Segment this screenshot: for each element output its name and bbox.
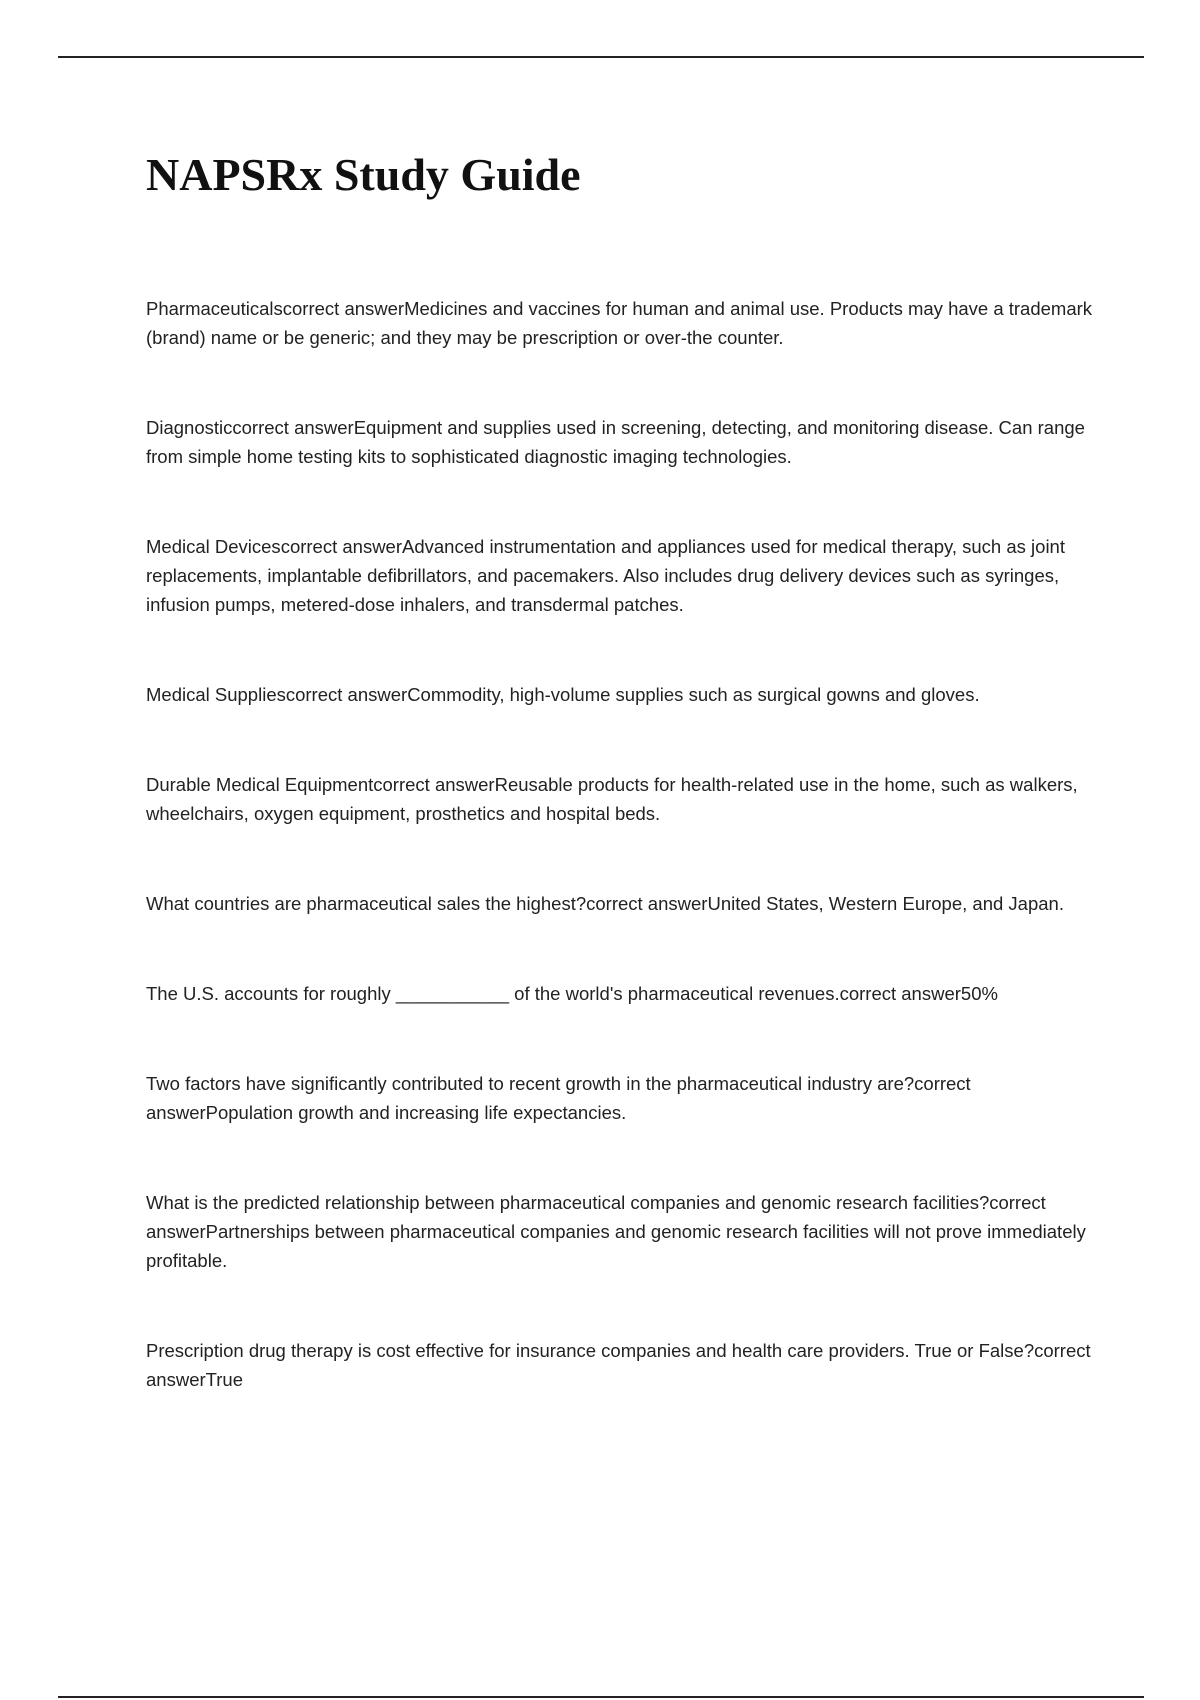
bottom-rule	[58, 1696, 1144, 1698]
answer-text: Medicines and vaccines for human and animal use. Products may have a trademark (brand) name or be generic; and they may be prescription or over-the counter.	[146, 298, 1093, 348]
qa-item-highest-sales-countries	[146, 889, 1096, 918]
question-text: Prescription drug therapy is cost effective for insurance companies and health care providers. True or False?	[146, 1340, 1035, 1361]
question-text: The U.S. accounts for roughly ___________ of the world's pharmaceutical revenues.	[146, 983, 840, 1004]
qa-item-durable-medical-equipment	[146, 770, 1096, 828]
top-rule	[58, 56, 1144, 58]
question-text: Two factors have significantly contributed to recent growth in the pharmaceutical industry are?	[146, 1073, 915, 1094]
qa-item-pharmaceuticals	[146, 294, 1096, 352]
answer-separator: correct answer	[146, 1073, 971, 1123]
answer-separator: correct answer	[373, 774, 495, 795]
answer-separator: correct answer	[146, 1192, 1046, 1242]
answer-separator: correct answer	[586, 893, 708, 914]
qa-item-medical-supplies	[146, 680, 1096, 709]
answer-separator: correct answer	[232, 417, 354, 438]
answer-text: Equipment and supplies used in screening, detecting, and monitoring disease. Can range from simple home testing kits to sophisticated diagnostic imaging technologies.	[146, 417, 1085, 467]
qa-item-genomic-partnerships	[146, 1188, 1096, 1275]
answer-text: Commodity, high-volume supplies such as surgical gowns and gloves.	[407, 684, 980, 705]
question-text: Durable Medical Equipment	[146, 774, 374, 795]
answer-text: United States, Western Europe, and Japan.	[707, 893, 1064, 914]
qa-item-medical-devices	[146, 532, 1096, 619]
answer-separator: correct answer	[282, 298, 405, 319]
question-text: What is the predicted relationship between pharmaceutical companies and genomic research facilities?	[146, 1192, 990, 1213]
question-text: Diagnostic	[146, 417, 233, 438]
answer-text: Reusable products for health-related use in the home, such as walkers, wheelchairs, oxygen equipment, prosthetics and hospital beds.	[146, 774, 1078, 824]
qa-list	[146, 294, 1096, 1394]
answer-separator: correct answer	[280, 536, 403, 557]
question-text: Pharmaceuticals	[146, 298, 283, 319]
qa-item-diagnostic	[146, 413, 1096, 471]
answer-separator: correct answer	[839, 983, 961, 1004]
answer-text: Advanced instrumentation and appliances used for medical therapy, such as joint replacements, implantable defibrillators, and pacemakers. Also includes drug delivery devices such as syringes, infusion pumps, metered-dose inhalers, and transdermal patches.	[146, 536, 1065, 615]
question-text: Medical Supplies	[146, 684, 286, 705]
answer-text: Population growth and increasing life expectancies.	[205, 1102, 627, 1123]
answer-separator: correct answer	[285, 684, 408, 705]
answer-text: Partnerships between pharmaceutical companies and genomic research facilities will not prove immediately profitable.	[146, 1221, 1086, 1271]
page-title: NAPSRx Study Guide	[146, 149, 581, 200]
qa-item-us-revenue-share	[146, 979, 1096, 1008]
answer-text: True	[205, 1369, 243, 1390]
document-body	[146, 140, 1096, 1455]
answer-text: 50%	[960, 983, 998, 1004]
qa-item-drug-therapy-cost	[146, 1336, 1096, 1394]
question-text: What countries are pharmaceutical sales the highest?	[146, 893, 587, 914]
question-text: Medical Devices	[146, 536, 281, 557]
qa-item-growth-factors	[146, 1069, 1096, 1127]
answer-separator: correct answer	[146, 1340, 1091, 1390]
